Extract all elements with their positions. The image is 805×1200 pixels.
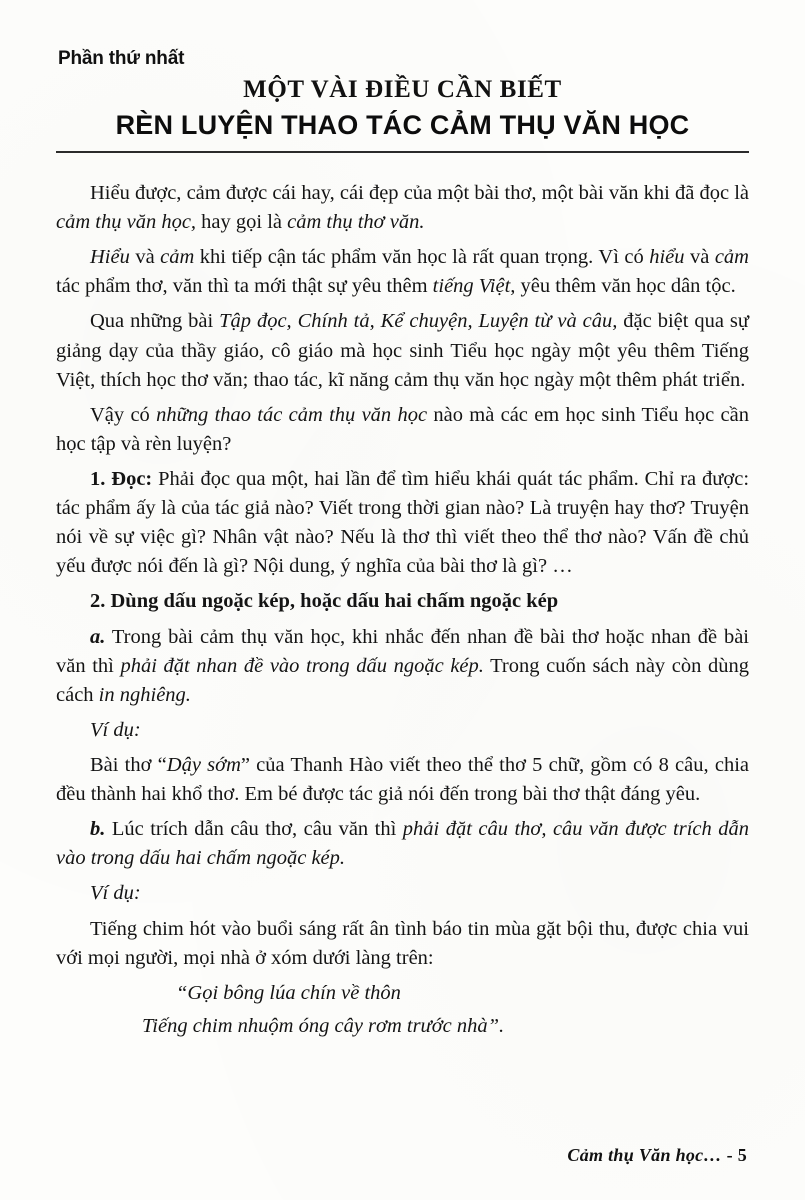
item-2a-text-b: Trong cuốn sách này còn dùng cách: [56, 654, 749, 706]
p2-italic-2: cảm: [160, 246, 195, 269]
p4-italic-1: những thao tác cảm thụ văn học: [156, 403, 428, 426]
item-2a-label: a.: [90, 625, 106, 648]
item-2a-italic-2: in nghiêng.: [98, 683, 191, 706]
item-2b-label: b.: [90, 818, 106, 841]
p3-italic-1: Tập đọc, Chính tả, Kể chuyện, Luyện từ và câu,: [219, 310, 618, 333]
p1-italic-2: cảm thụ thơ văn.: [287, 211, 425, 234]
item-2b: [56, 815, 749, 873]
p1-text-a: Hiểu được, cảm được cái hay, cái đẹp của một bài thơ, một bài văn khi đã đọc là: [90, 182, 749, 204]
p2-italic-4: cảm: [714, 246, 749, 269]
p3-text-b: đặc biệt qua sự giảng dạy của thầy giáo, cô giáo mà học sinh Tiểu học ngày một yêu thêm Tiếng Việt, thích học thơ văn; thao tác, kĩ năng cảm thụ văn học ngày một thêm phát triển.: [56, 310, 749, 391]
item-2a: [56, 623, 749, 710]
p2-italic-5: tiếng Việt,: [432, 275, 516, 298]
footer-page-number: - 5: [726, 1145, 747, 1165]
p1-italic-1: cảm thụ văn học,: [56, 211, 197, 234]
paragraph-3: [56, 307, 749, 394]
verse-line-1: “Gọi bông lúa chín về thôn: [176, 981, 401, 1004]
item-1-text: Phải đọc qua một, hai lần để tìm hiểu khái quát tác phẩm. Chỉ ra được: tác phẩm ấy là của tác giả nào? Viết trong thời gian nào? Là truyện hay thơ? Truyện nói về sự việc gì? Nhân vật nào? Nếu là thơ thì viết theo thể thơ nào? Vấn đề chủ yếu được nói đến là gì? Nội dung, ý nghĩa của bài thơ là gì? …: [56, 467, 750, 578]
verse-line-2: Tiếng chim nhuộm óng cây rơm trước nhà”.: [142, 1015, 505, 1038]
example-1-body: [56, 751, 749, 809]
p2-text-a: và: [129, 246, 161, 269]
p4-text-b: nào mà các em học sinh Tiểu học cần học tập và rèn luyện?: [56, 403, 749, 455]
page-footer: [567, 1145, 747, 1166]
p2-text-e: yêu thêm văn học dân tộc.: [515, 275, 736, 298]
p3-text-a: Qua những bài: [90, 310, 220, 333]
example-label-2-text: Ví dụ:: [90, 882, 141, 905]
paragraph-1: [56, 179, 749, 237]
example-label-2: [56, 879, 749, 908]
item-2-heading: [56, 587, 749, 616]
example-1-text-a: Bài thơ “: [90, 753, 167, 776]
example-label-1-text: Ví dụ:: [90, 718, 141, 741]
example-2-body: Tiếng chim hót vào buổi sáng rất ân tình báo tin mùa gặt bội thu, được chia vui với mọi người, mọi nhà ở xóm dưới làng trên:: [56, 917, 749, 969]
p1-text-b: hay gọi là: [196, 211, 288, 234]
example-1-italic-1: Dậy sớm: [166, 753, 241, 776]
p2-italic-1: Hiểu: [90, 246, 130, 269]
p2-text-c: và: [684, 246, 715, 269]
p2-text-b: khi tiếp cận tác phẩm văn học là rất quan trọng. Vì có: [194, 246, 650, 269]
item-2b-italic-1: phải đặt câu thơ, câu văn được trích dẫn vào trong dấu hai chấm ngoặc kép.: [56, 818, 749, 870]
item-2a-text-a: Trong bài cảm thụ văn học, khi nhắc đến nhan đề bài thơ hoặc nhan đề bài văn thì: [56, 625, 749, 677]
item-1-label: 1. Đọc:: [90, 467, 153, 490]
item-1-doc: [56, 465, 749, 581]
paragraph-4: [56, 401, 749, 459]
page-subtitle: RÈN LUYỆN THAO TÁC CẢM THỤ VĂN HỌC: [115, 110, 690, 140]
section-label: Phần thứ nhất: [58, 48, 185, 69]
item-2-label: 2. Dùng dấu ngoặc kép, hoặc dấu hai chấm ngoặc kép: [90, 590, 559, 613]
item-2a-italic-1: phải đặt nhan đề vào trong dấu ngoặc kép.: [120, 654, 484, 677]
p2-italic-3: hiểu: [649, 246, 685, 269]
p4-text-a: Vậy có: [90, 403, 157, 426]
header-divider: [56, 151, 749, 153]
footer-book-title: Cảm thụ Văn học…: [567, 1145, 722, 1165]
paragraph-2: [56, 243, 749, 301]
page-title: MỘT VÀI ĐIỀU CẦN BIẾT: [243, 76, 562, 103]
item-2b-text-a: Lúc trích dẫn câu thơ, câu văn thì: [105, 818, 403, 841]
p2-text-d: tác phẩm thơ, văn thì ta mới thật sự yêu thêm: [56, 275, 433, 298]
example-1-text-b: ” của Thanh Hào viết theo thể thơ 5 chữ, gồm có 8 câu, chia đều thành hai khổ thơ. Em bé được tác giả nói đến trong bài thơ thật đáng yêu.: [56, 753, 749, 806]
example-label-1: [56, 716, 749, 745]
